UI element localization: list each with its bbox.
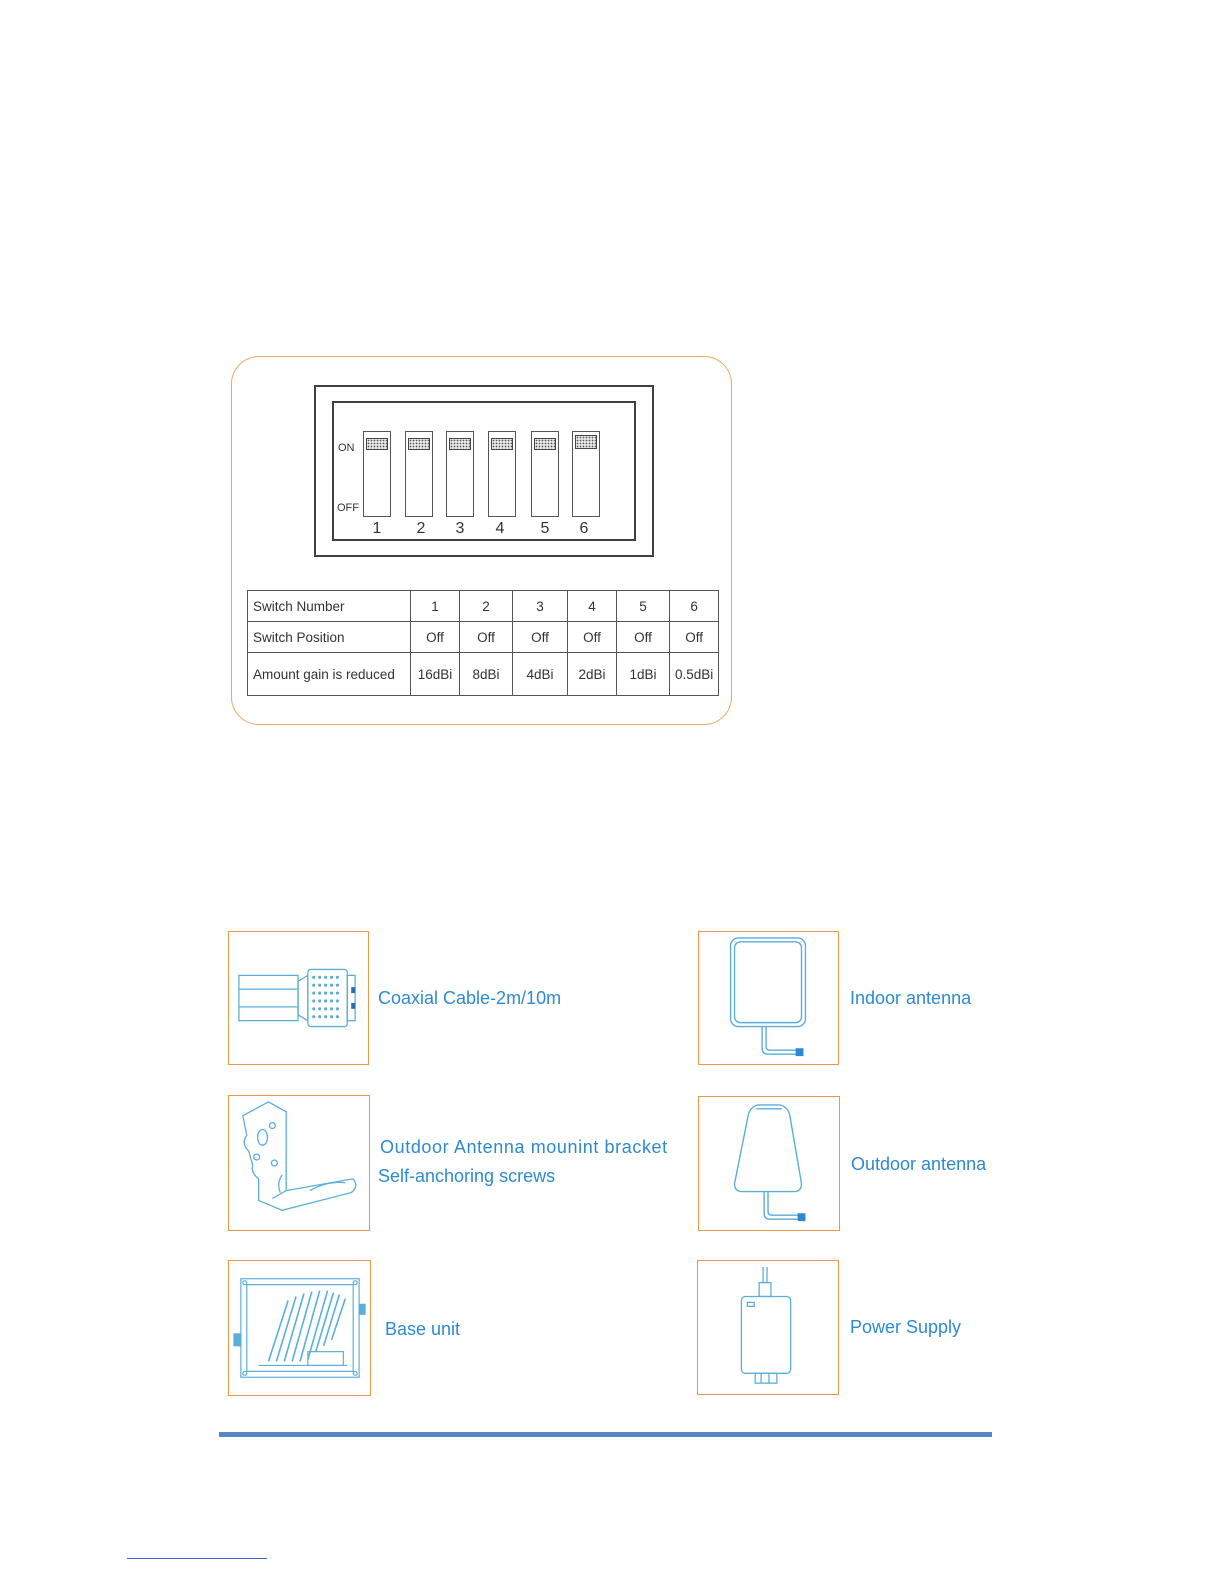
indoor-antenna-label: Indoor antenna — [850, 988, 972, 1008]
dip-switch-4[interactable] — [488, 431, 516, 517]
on-label: ON — [338, 442, 355, 454]
dip-switch-1[interactable] — [363, 431, 391, 517]
power-supply-image — [697, 1260, 839, 1395]
table-cell: Off — [670, 622, 719, 653]
dip-switch-panel — [231, 356, 732, 725]
dip-switch-3[interactable] — [446, 431, 474, 517]
table-cell: 2dBi — [568, 653, 617, 696]
switch-knob — [534, 438, 556, 450]
table-row — [248, 622, 719, 653]
dip-switch-inner-frame — [332, 401, 636, 541]
table-cell: 16dBi — [411, 653, 460, 696]
row-header: Amount gain is reduced — [248, 653, 411, 696]
base-unit-image — [228, 1260, 371, 1396]
coaxial-cable-label: Coaxial Cable-2m/10m — [378, 988, 562, 1008]
switch-knob — [449, 438, 471, 450]
coaxial-cable-icon — [229, 932, 368, 1064]
table-cell: Off — [460, 622, 513, 653]
switch-number-2: 2 — [416, 520, 426, 537]
table-cell: Off — [617, 622, 670, 653]
outdoor-antenna-label: Outdoor antenna — [851, 1154, 987, 1174]
dip-switch-outer-frame — [314, 385, 654, 557]
row-header: Switch Number — [248, 591, 411, 622]
table-row — [248, 591, 719, 622]
switch-number-1: 1 — [372, 520, 382, 537]
outdoor-antenna-icon — [699, 1097, 839, 1230]
indoor-antenna-icon — [699, 932, 838, 1064]
power-supply-icon — [698, 1261, 838, 1394]
switch-knob — [408, 438, 430, 450]
switch-number-4: 4 — [495, 520, 505, 537]
table-cell: 1 — [411, 591, 460, 622]
off-label: OFF — [337, 502, 359, 514]
table-cell: 4 — [568, 591, 617, 622]
table-cell: Off — [411, 622, 460, 653]
switch-number-5: 5 — [540, 520, 550, 537]
footer-divider — [219, 1432, 992, 1437]
table-cell: Off — [513, 622, 568, 653]
outdoor-antenna-image — [698, 1096, 840, 1231]
table-cell: 3 — [513, 591, 568, 622]
mounting-bracket-icon — [229, 1096, 369, 1230]
gain-reduction-table — [247, 590, 719, 696]
mounting-bracket-label: Outdoor Antenna mounint bracket — [380, 1137, 668, 1157]
switch-knob — [366, 438, 388, 450]
switch-number-3: 3 — [455, 520, 465, 537]
table-cell: 8dBi — [460, 653, 513, 696]
dip-switch-5[interactable] — [531, 431, 559, 517]
power-supply-label: Power Supply — [850, 1317, 962, 1337]
table-cell: 1dBi — [617, 653, 670, 696]
dip-switch-2[interactable] — [405, 431, 433, 517]
table-cell: 0.5dBi — [670, 653, 719, 696]
mounting-bracket-image — [228, 1095, 370, 1231]
table-cell: 4dBi — [513, 653, 568, 696]
switch-knob — [575, 435, 597, 449]
switch-knob — [491, 438, 513, 450]
coaxial-cable-image — [228, 931, 369, 1065]
self-anchoring-screws-label: Self-anchoring screws — [378, 1166, 556, 1186]
footnote-link-underline[interactable] — [127, 1557, 267, 1559]
base-unit-icon — [229, 1261, 370, 1395]
base-unit-label: Base unit — [385, 1319, 461, 1339]
indoor-antenna-image — [698, 931, 839, 1065]
switch-number-6: 6 — [579, 520, 589, 537]
dip-switch-6[interactable] — [572, 431, 600, 517]
table-cell: 5 — [617, 591, 670, 622]
row-header: Switch Position — [248, 622, 411, 653]
table-cell: 6 — [670, 591, 719, 622]
table-cell: 2 — [460, 591, 513, 622]
table-cell: Off — [568, 622, 617, 653]
table-row — [248, 653, 719, 696]
